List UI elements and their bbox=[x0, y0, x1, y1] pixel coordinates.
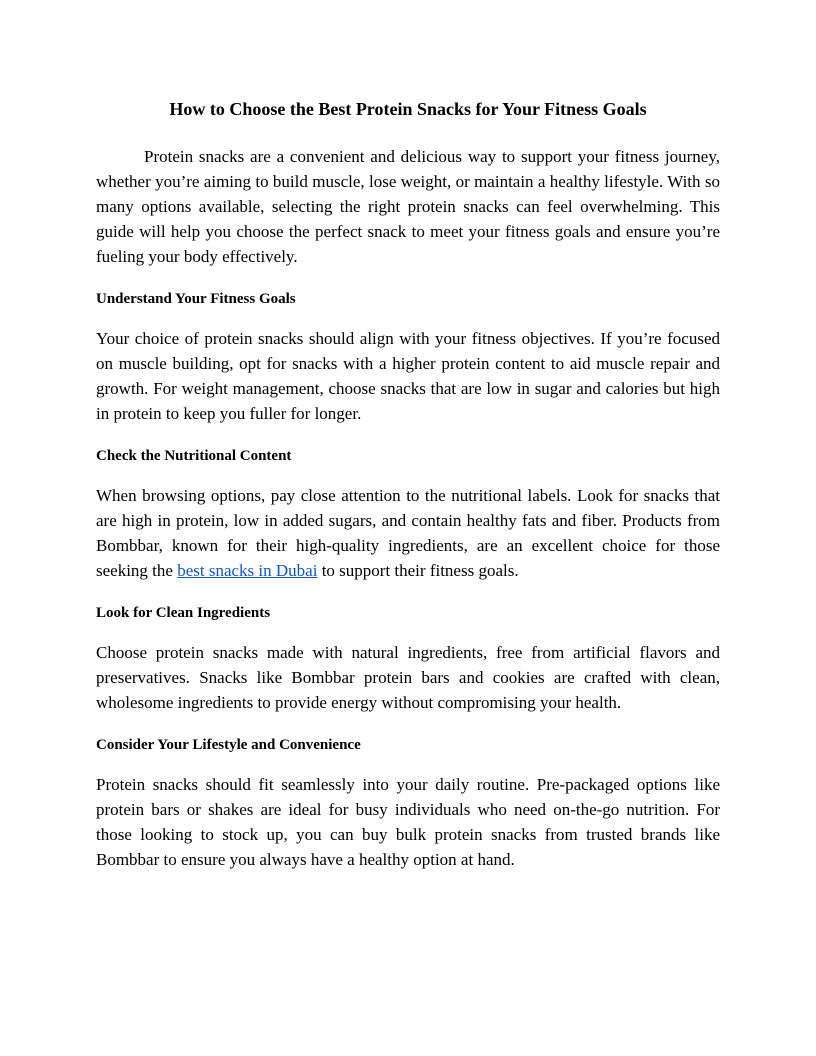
best-snacks-dubai-link[interactable]: best snacks in Dubai bbox=[177, 561, 318, 580]
section-body-fitness-goals: Your choice of protein snacks should align with your fitness objectives. If you’re focused on muscle building, opt for snacks with a higher protein content to aid muscle repair and growth. For weight management, choose snacks that are low in sugar and calories but high in protein to keep you fuller for longer. bbox=[96, 329, 720, 423]
document-content bbox=[96, 0, 720, 872]
intro-paragraph: Protein snacks are a convenient and delicious way to support your fitness journey, whether you’re aiming to build muscle, lose weight, or maintain a healthy lifestyle. With so many options available, selecting the right protein snacks can feel overwhelming. This guide will help you choose the perfect snack to meet your fitness goals and ensure you’re fueling your body effectively. bbox=[96, 147, 720, 266]
nutrition-text-after-link: to support their fitness goals. bbox=[317, 561, 519, 580]
section-body-nutritional-content bbox=[96, 483, 720, 583]
section-heading-lifestyle: Consider Your Lifestyle and Convenience bbox=[96, 737, 361, 753]
nutrition-text-before-link: When browsing options, pay close attention to the nutritional labels. Look for snacks that are high in protein, low in added sugars, and contain healthy fats and fiber. Products from Bombbar, known for their high-quality ingredients, are an excellent choice for those seeking the bbox=[96, 486, 720, 580]
section-heading-nutritional-content: Check the Nutritional Content bbox=[96, 448, 292, 464]
page-title: How to Choose the Best Protein Snacks for Your Fitness Goals bbox=[169, 99, 647, 119]
section-heading-clean-ingredients: Look for Clean Ingredients bbox=[96, 605, 271, 621]
section-heading-fitness-goals: Understand Your Fitness Goals bbox=[96, 291, 296, 307]
section-body-clean-ingredients: Choose protein snacks made with natural ingredients, free from artificial flavors and preservatives. Snacks like Bombbar protein bars and cookies are crafted with clean, wholesome ingredients to provide energy without compromising your health. bbox=[96, 643, 720, 712]
section-body-lifestyle: Protein snacks should fit seamlessly into your daily routine. Pre-packaged options like protein bars or shakes are ideal for busy individuals who need on-the-go nutrition. For those looking to stock up, you can buy bulk protein snacks from trusted brands like Bombbar to ensure you always have a healthy option at hand. bbox=[96, 775, 720, 869]
